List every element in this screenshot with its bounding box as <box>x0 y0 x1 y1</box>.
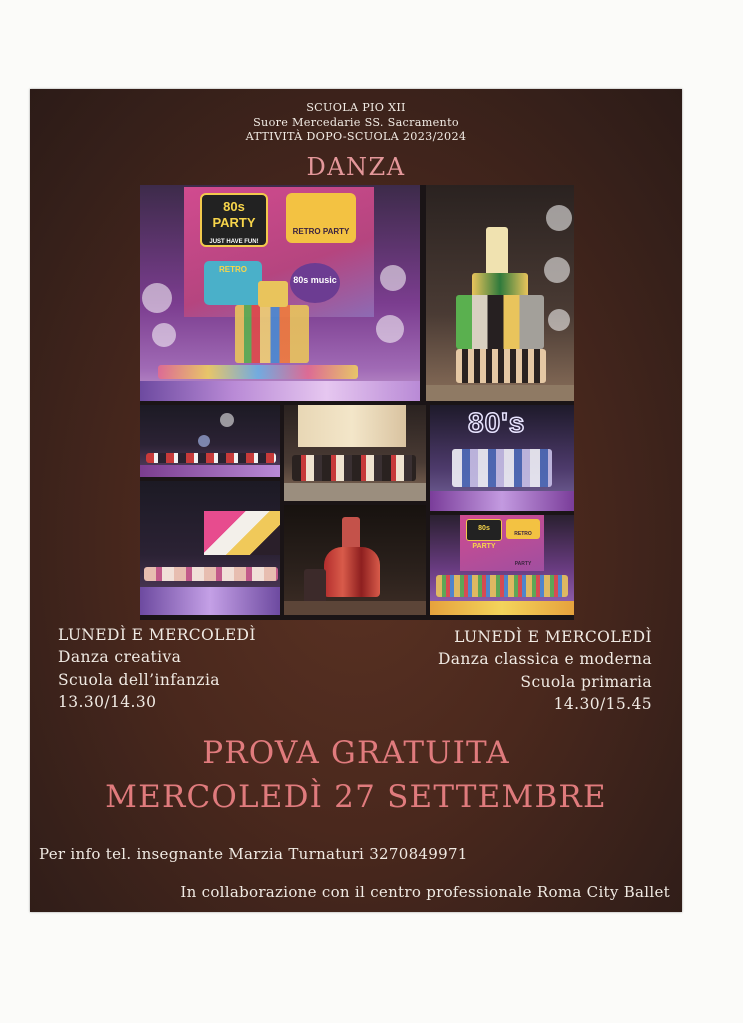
contact-info: Per info tel. insegnante Marzia Turnaturi 3270849971 <box>39 845 468 863</box>
photo-pyramid <box>426 185 574 401</box>
mini-banner-retro-party: RETRO PARTY <box>506 519 540 539</box>
collaboration-note: In collaborazione con il centro professionale Roma City Ballet <box>180 883 670 901</box>
banner-retro: RETRO <box>204 261 262 305</box>
course-infanzia-days: LUNEDÌ E MERCOLEDÌ <box>58 626 256 644</box>
flyer <box>30 89 682 912</box>
photo-stage-group <box>140 185 420 401</box>
banner-80s-music: 80s music <box>290 263 340 303</box>
course-primaria <box>438 626 652 715</box>
promo-date: MERCOLEDÌ 27 SETTEMBRE <box>105 779 607 815</box>
banner-retro-party: RETRO PARTY <box>286 193 356 243</box>
photo-80s-dancers <box>430 405 574 511</box>
banner-80s: 80's <box>468 407 526 438</box>
course-infanzia-name: Danza creativa <box>58 648 182 667</box>
page-title: DANZA <box>306 153 406 181</box>
course-infanzia-school: Scuola dell’infanzia <box>58 670 220 689</box>
course-infanzia <box>58 624 256 713</box>
photo-red-dancers <box>284 505 426 615</box>
school-name: SCUOLA PIO XII <box>306 101 406 114</box>
religious-order: Suore Mercedarie SS. Sacramento <box>253 116 459 129</box>
mini-banner-80s-party: 80s PARTY <box>466 519 502 541</box>
promo-free-trial: PROVA GRATUITA <box>202 735 510 771</box>
course-infanzia-time: 13.30/14.30 <box>58 692 157 711</box>
photo-collage <box>140 185 574 620</box>
banner-80s-party: 80s PARTY JUST HAVE FUN! <box>200 193 268 247</box>
activity-year: ATTIVITÀ DOPO-SCUOLA 2023/2024 <box>245 130 467 143</box>
course-primaria-days: LUNEDÌ E MERCOLEDÌ <box>454 628 652 646</box>
course-primaria-time: 14.30/15.45 <box>553 694 652 713</box>
photo-screen-dancers <box>284 405 426 501</box>
course-primaria-school: Scuola primaria <box>520 672 652 691</box>
photo-floor-dancers <box>140 405 280 477</box>
photo-lying-dancers <box>140 481 280 615</box>
photo-group-final <box>430 515 574 615</box>
course-primaria-name: Danza classica e moderna <box>437 650 652 669</box>
